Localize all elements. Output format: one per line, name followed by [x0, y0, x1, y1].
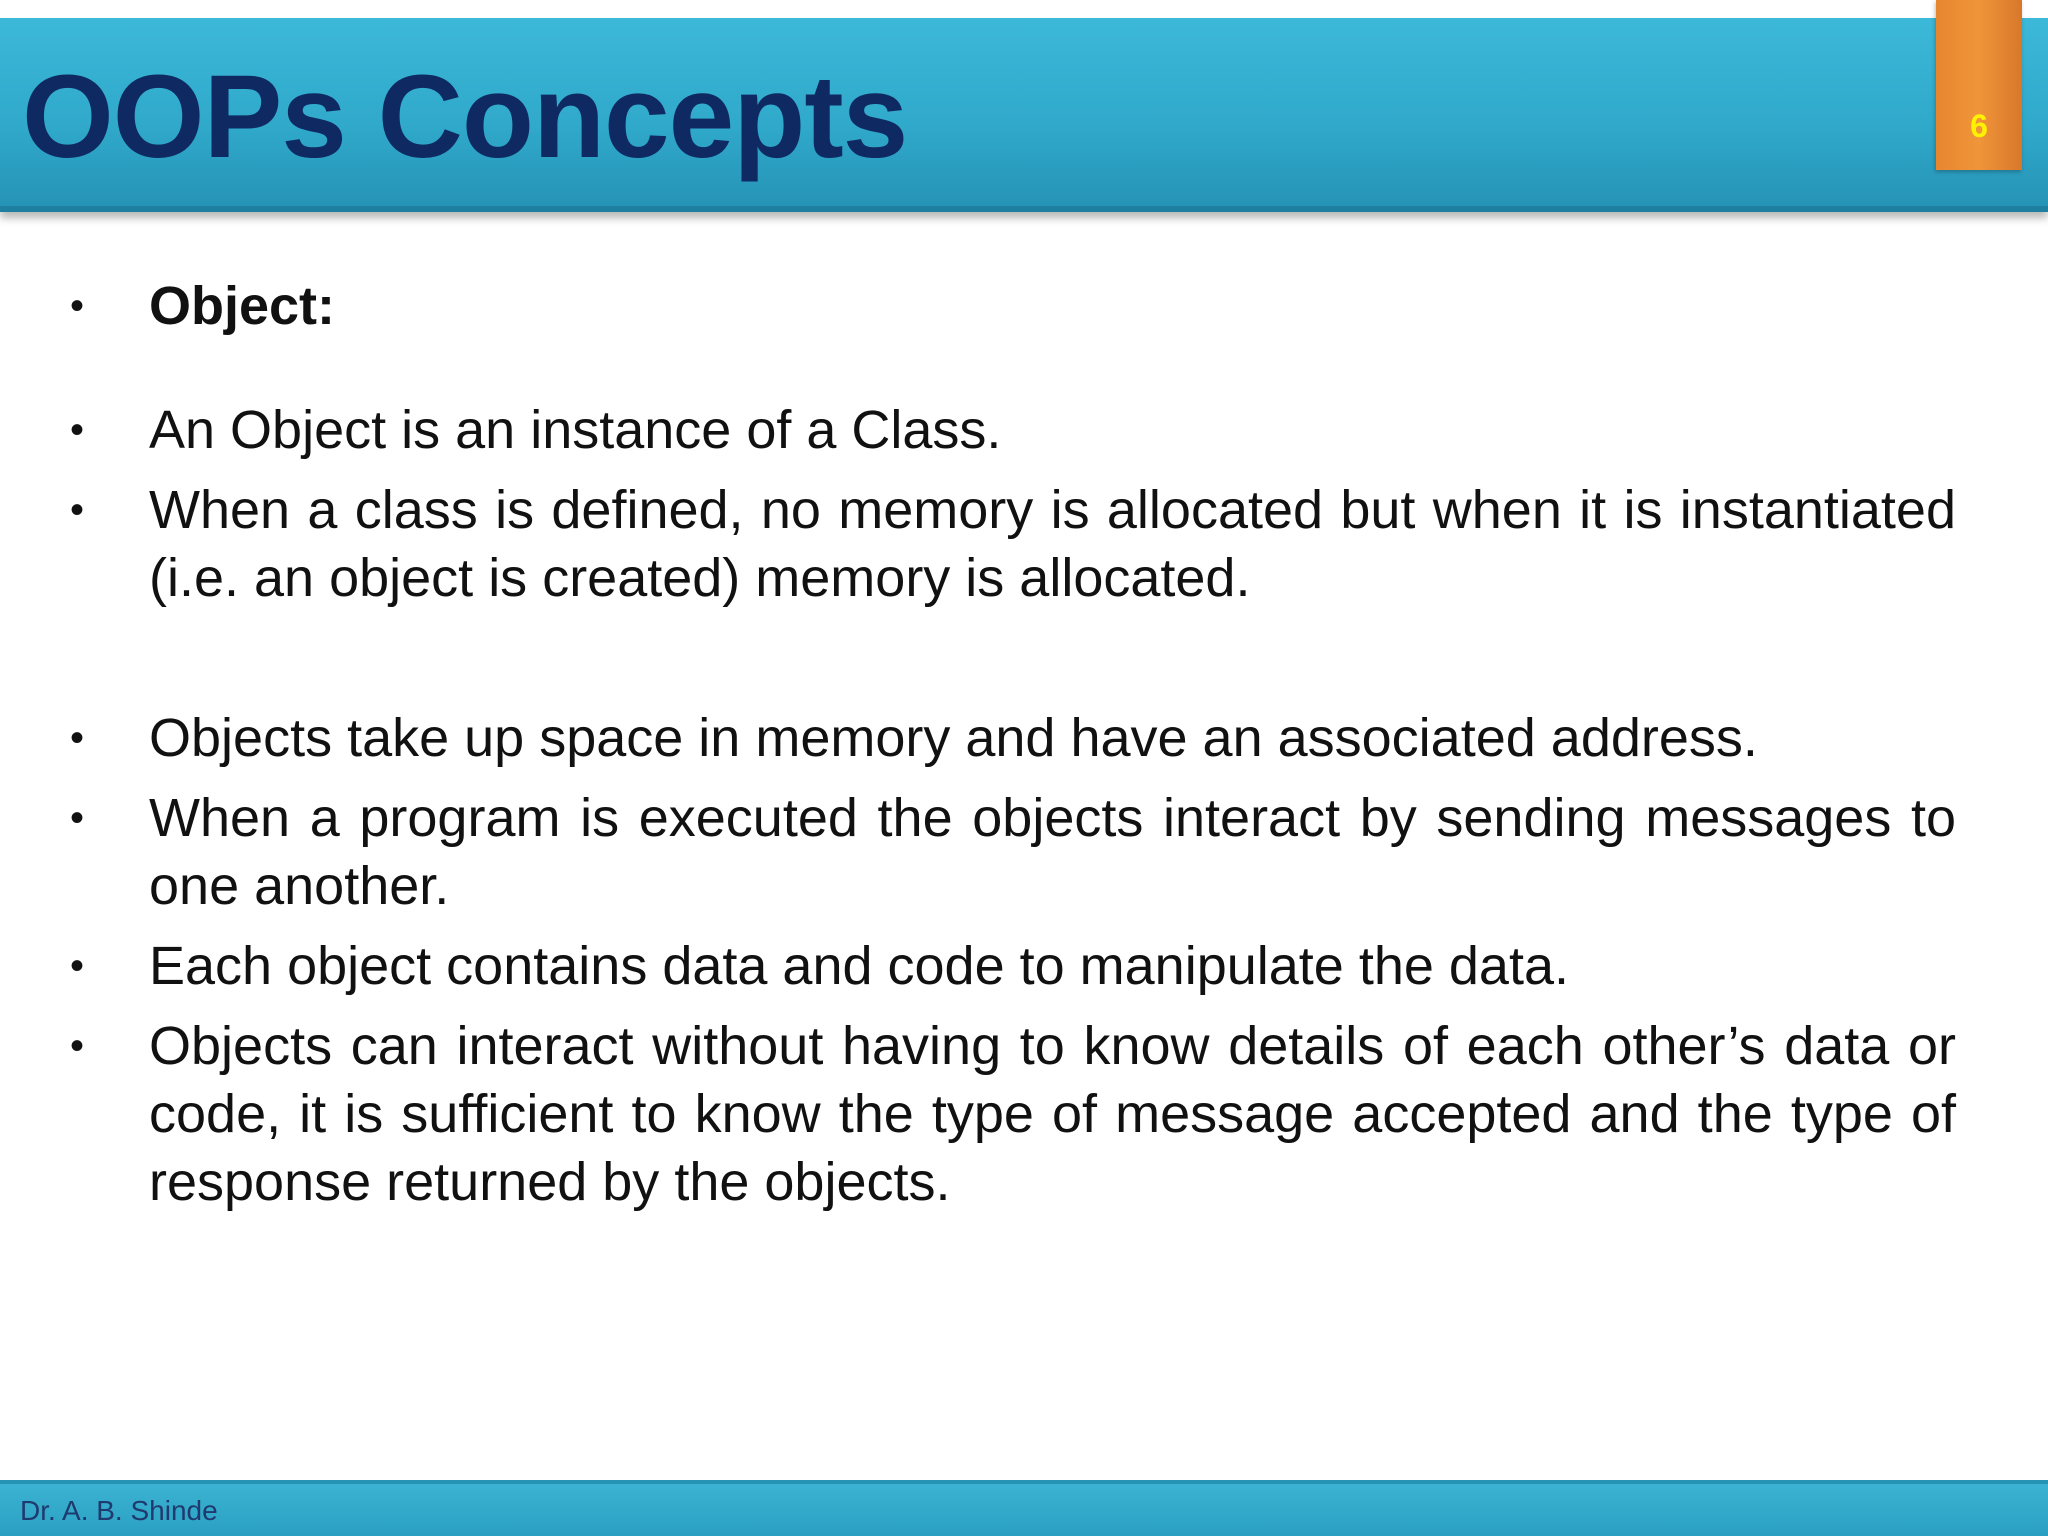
bullet-marker: • [70, 1024, 85, 1068]
footer-band [0, 1480, 2048, 1536]
page-number: 6 [1970, 108, 1988, 144]
bullet-marker: • [70, 716, 85, 760]
bullet-marker: • [70, 488, 85, 532]
bullet-text: When a program is executed the objects interact by sending messages to one another. [149, 788, 1956, 916]
bullet-marker: • [70, 944, 85, 988]
bullet-heading: Object: [149, 276, 336, 336]
footer-author: Dr. A. B. Shinde [20, 1495, 218, 1526]
bullet-text: Each object contains data and code to manipulate the data. [149, 936, 1570, 996]
bullet-marker: • [70, 284, 85, 328]
bullet-marker: • [70, 796, 85, 840]
slide-title: OOPs Concepts [22, 51, 908, 183]
bullet-text: An Object is an instance of a Class. [149, 400, 1002, 460]
bullet-text: When a class is defined, no memory is allocated but when it is instantiated (i.e. an object is created) memory is allocated. [149, 480, 1956, 608]
bullet-text: Objects take up space in memory and have an associated address. [149, 708, 1758, 768]
bullet-marker: • [70, 408, 85, 452]
bullet-text: Objects can interact without having to know details of each other’s data or code, it is sufficient to know the type of message accepted and the type of response returned by the objects. [149, 1016, 1956, 1212]
